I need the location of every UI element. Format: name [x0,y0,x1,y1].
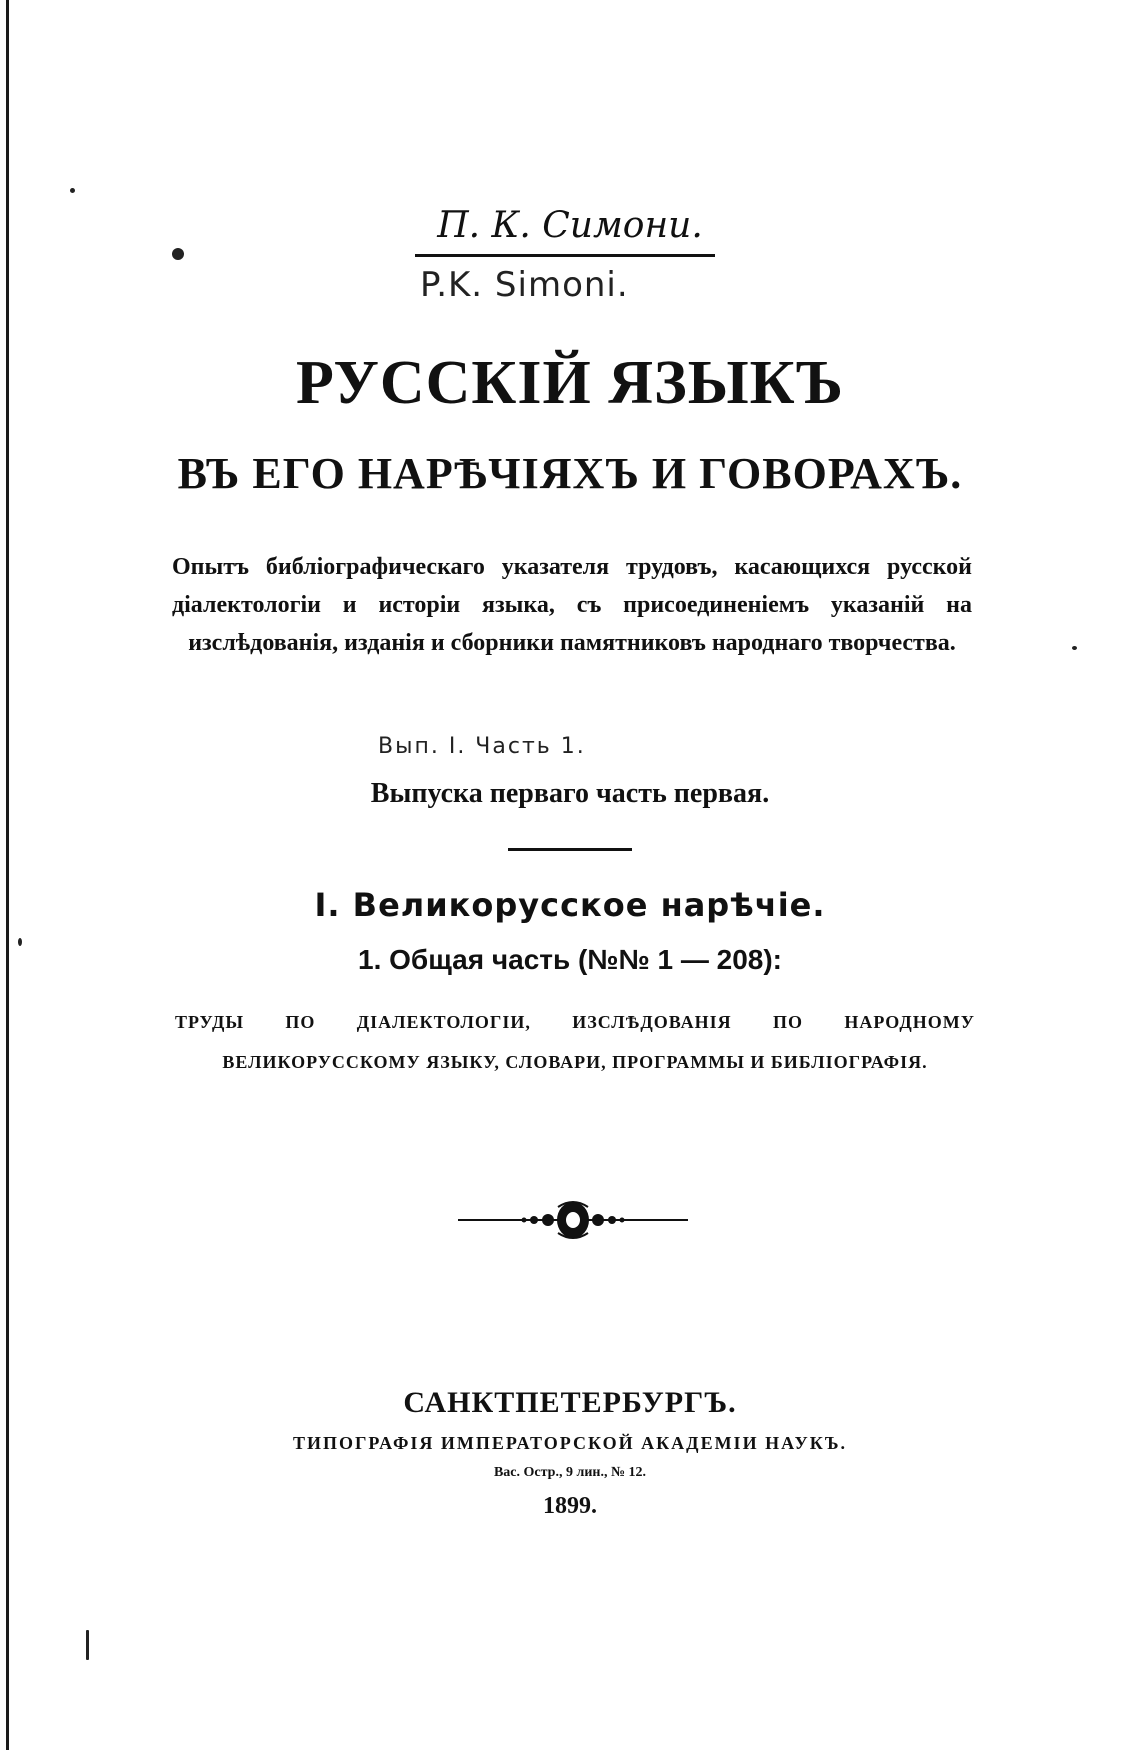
scan-speck [70,188,75,193]
handwritten-issue-note: Вып. I. Часть 1. [378,734,586,759]
printer-name: ТИПОГРАФІЯ ИМПЕРАТОРСКОЙ АКАДЕМІИ НАУКЪ. [292,1433,848,1453]
book-title: РУССКІЙ ЯЗЫКЪ [296,349,844,417]
scan-speck [86,1630,89,1660]
book-description: Опытъ библіографическаго указателя трудовъ, касающихся русской діалектологіи и исторіи языка, съ присоединеніемъ указаній на изслѣдованія, изданія и сборники памятниковъ народнаго творчества. [172,554,972,656]
works-description: ТРУДЫ ПО ДІАЛЕКТОЛОГІИ, ИЗСЛѢДОВАНІЯ ПО НАРОДНОМУ ВЕЛИКОРУССКОМУ ЯЗЫКУ, СЛОВАРИ, ПРОГРАММЫ И БИБЛІОГРАФІЯ. [175,1012,975,1072]
author-name: П. К. Симони. [437,205,703,246]
publication-year: 1899. [543,1493,597,1519]
scan-speck [18,938,22,946]
section-divider [508,848,632,851]
book-subtitle: ВЪ ЕГО НАРѢЧІЯХЪ И ГОВОРАХЪ. [177,449,963,498]
handwritten-author-note: P.K. Simoni. [420,265,629,305]
scan-edge [6,0,9,1750]
issue-line: Выпуска перваго часть первая. [370,778,770,809]
ornament-icon [458,1195,688,1245]
printer-address: Вас. Остр., 9 лин., № 12. [493,1465,647,1480]
dialect-heading: I. Великорусское нарѣчіе. [314,886,826,924]
publication-city: САНКТПЕТЕРБУРГЪ. [403,1386,737,1419]
author-underline [415,254,715,257]
scan-speck [172,248,184,260]
part-heading: 1. Общая часть (№№ 1 — 208): [358,944,782,975]
scan-speck [1072,646,1077,650]
